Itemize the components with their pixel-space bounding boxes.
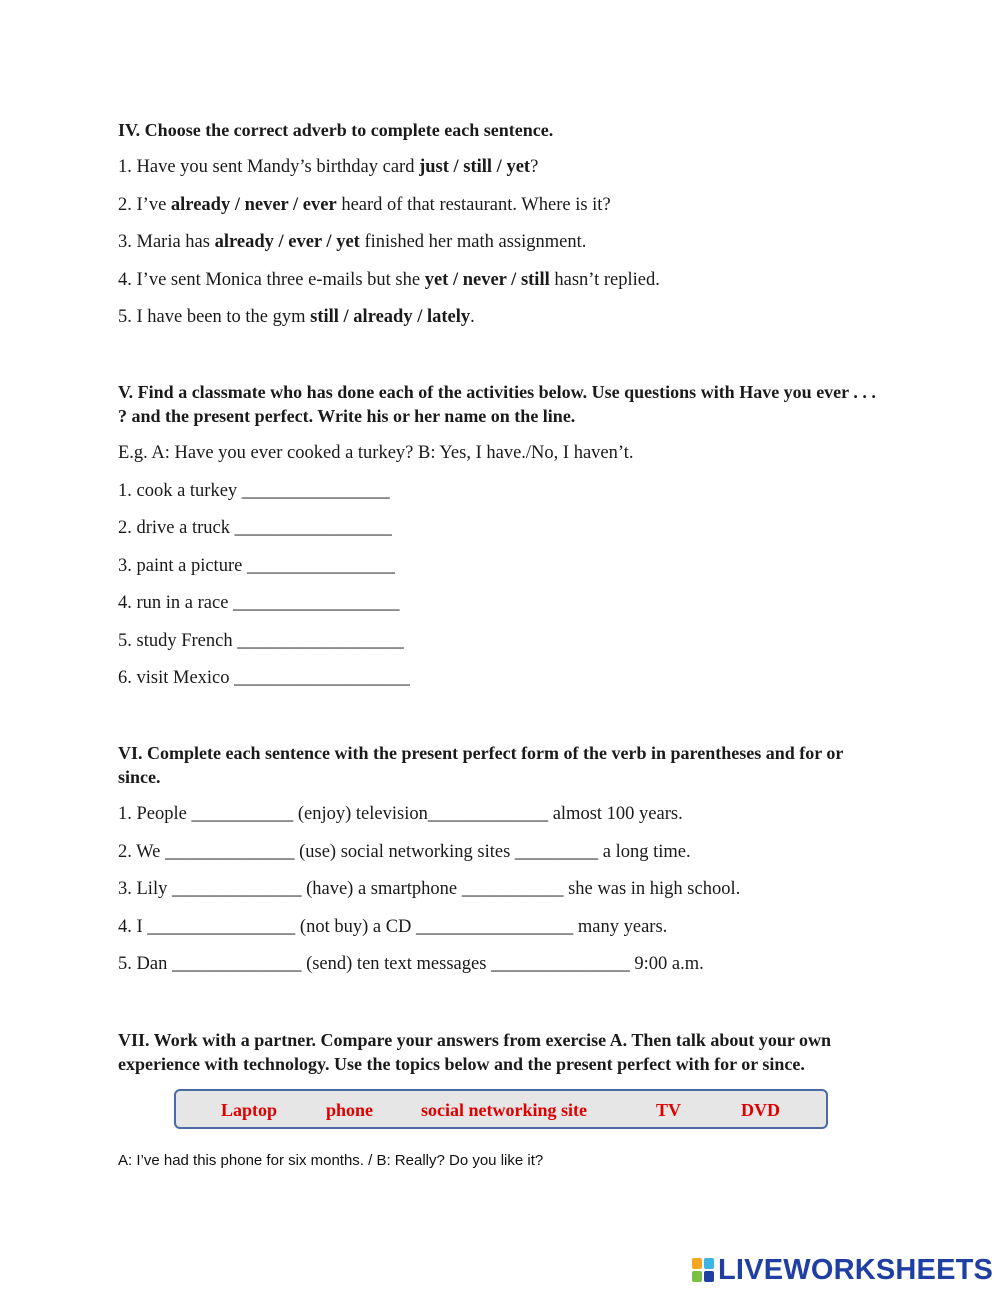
topic-laptop: Laptop <box>221 1100 278 1120</box>
sec7-example: A: I’ve had this phone for six months. / B: Really? Do you like it? <box>118 1152 544 1169</box>
sec5-item-6: 6. visit Mexico ___________________ <box>118 668 410 688</box>
sec4-item-1: 1. Have you sent Mandy’s birthday card just / still / yet? <box>118 157 539 177</box>
sec5-item-5: 5. study French __________________ <box>118 631 404 651</box>
sec6-item-4: 4. I ________________ (not buy) a CD _________________ many years. <box>118 917 668 937</box>
section-4-heading: IV. Choose the correct adverb to complete each sentence. <box>118 120 554 140</box>
sec6-item-3: 3. Lily ______________ (have) a smartphone ___________ she was in high school. <box>118 879 741 899</box>
sec5-item-1: 1. cook a turkey ________________ <box>118 481 390 501</box>
topic-dvd: DVD <box>741 1100 780 1120</box>
section-5-heading: V. Find a classmate who has done each of the activities below. Use questions with Have you ever . . . ? and the present perfect. Write his or her name on the line. <box>118 382 876 426</box>
sec5-item-3: 3. paint a picture ________________ <box>118 556 395 576</box>
topics-box <box>174 1089 828 1129</box>
sec6-item-2: 2. We ______________ (use) social networking sites _________ a long time. <box>118 842 691 862</box>
topic-social-networking-site: social networking site <box>421 1100 587 1120</box>
liveworksheets-logo-icon <box>692 1258 714 1282</box>
sec4-item-4: 4. I’ve sent Monica three e-mails but she yet / never / still hasn’t replied. <box>118 270 660 290</box>
topic-tv: TV <box>656 1100 682 1120</box>
topic-phone: phone <box>326 1100 374 1120</box>
section-7-heading: VII. Work with a partner. Compare your answers from exercise A. Then talk about your own experience with technology. Use the topics below and the present perfect with for or since. <box>118 1030 832 1074</box>
liveworksheets-logo-text: LIVEWORKSHEETS <box>718 1254 994 1286</box>
section-6-heading: VI. Complete each sentence with the present perfect form of the verb in parentheses and for or since. <box>118 743 844 787</box>
sec5-item-4: 4. run in a race __________________ <box>118 593 400 613</box>
sec5-example: E.g. A: Have you ever cooked a turkey? B: Yes, I have./No, I haven’t. <box>118 443 634 463</box>
sec4-item-3: 3. Maria has already / ever / yet finished her math assignment. <box>118 232 587 252</box>
sec5-item-2: 2. drive a truck _________________ <box>118 518 392 538</box>
sec6-item-1: 1. People ___________ (enjoy) television_____________ almost 100 years. <box>118 804 683 824</box>
sec4-item-5: 5. I have been to the gym still / already / lately. <box>118 307 475 327</box>
sec4-item-2: 2. I’ve already / never / ever heard of that restaurant. Where is it? <box>118 195 611 215</box>
sec6-item-5: 5. Dan ______________ (send) ten text messages _______________ 9:00 a.m. <box>118 954 704 974</box>
